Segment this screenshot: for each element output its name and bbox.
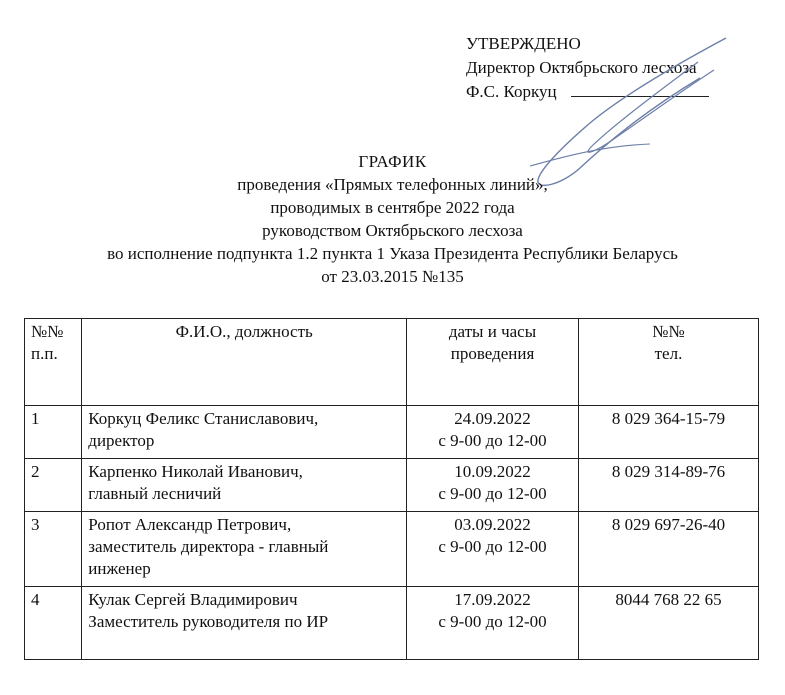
row-tel: 8 029 314-89-76 (578, 459, 758, 512)
header-name-text: Ф.И.О., должность (175, 322, 313, 341)
row-date-value: 10.09.2022 (454, 462, 531, 481)
row-name-line2: директор (88, 431, 155, 450)
header-num-line1: №№ (31, 322, 64, 341)
row-time-value: с 9-00 до 12-00 (438, 431, 547, 450)
row-num: 4 (25, 587, 82, 660)
document-title: ГРАФИК (358, 152, 427, 171)
row-tel: 8 029 364-15-79 (578, 406, 758, 459)
row-name (82, 587, 407, 660)
row-name (82, 406, 407, 459)
row-name-line1: Ропот Александр Петрович, (88, 515, 292, 534)
header-tel (578, 319, 758, 406)
row-time-value: с 9-00 до 12-00 (438, 612, 547, 631)
table-row (25, 459, 759, 512)
row-date (407, 406, 579, 459)
schedule-table (24, 318, 759, 660)
approval-heading: УТВЕРЖДЕНО (466, 34, 581, 53)
row-tel: 8 029 697-26-40 (578, 512, 758, 587)
approval-signer (466, 80, 709, 104)
title-line-2: проводимых в сентябре 2022 года (270, 198, 515, 217)
row-name-line1: Карпенко Николай Иванович, (88, 462, 303, 481)
header-date (407, 319, 579, 406)
title-block (0, 150, 785, 288)
title-line-5: от 23.03.2015 №135 (321, 267, 464, 286)
header-num-line2: п.п. (31, 344, 58, 363)
row-name (82, 512, 407, 587)
row-date (407, 512, 579, 587)
table-row (25, 406, 759, 459)
header-num (25, 319, 82, 406)
row-name-line3: инженер (88, 559, 151, 578)
row-date-value: 24.09.2022 (454, 409, 531, 428)
header-name (82, 319, 407, 406)
row-tel: 8044 768 22 65 (578, 587, 758, 660)
header-date-line2: проведения (450, 344, 535, 363)
approval-position: Директор Октябрьского лесхоза (466, 58, 697, 77)
header-tel-line1: №№ (652, 322, 685, 341)
row-name-line2: главный лесничий (88, 484, 222, 503)
row-name-line1: Кулак Сергей Владимирович (88, 590, 298, 609)
row-name-line2: заместитель директора - главный (88, 537, 329, 556)
row-time-value: с 9-00 до 12-00 (438, 537, 547, 556)
row-num: 3 (25, 512, 82, 587)
table-header-row (25, 319, 759, 406)
table-row (25, 587, 759, 660)
signature-line (571, 80, 709, 97)
title-line-4: во исполнение подпункта 1.2 пункта 1 Указа Президента Республики Беларусь (107, 244, 678, 263)
row-name-line1: Коркуц Феликс Станиславович, (88, 409, 319, 428)
table-row (25, 512, 759, 587)
approval-block (466, 32, 709, 104)
row-date-value: 03.09.2022 (454, 515, 531, 534)
approval-name: Ф.С. Коркуц (466, 82, 557, 101)
row-num: 1 (25, 406, 82, 459)
row-num: 2 (25, 459, 82, 512)
header-tel-line2: тел. (654, 344, 683, 363)
title-line-1: проведения «Прямых телефонных линий», (237, 175, 548, 194)
row-name (82, 459, 407, 512)
row-date-value: 17.09.2022 (454, 590, 531, 609)
row-time-value: с 9-00 до 12-00 (438, 484, 547, 503)
row-date (407, 459, 579, 512)
header-date-line1: даты и часы (448, 322, 537, 341)
title-line-3: руководством Октябрьского лесхоза (262, 221, 523, 240)
row-name-line2: Заместитель руководителя по ИР (88, 612, 329, 631)
row-date (407, 587, 579, 660)
